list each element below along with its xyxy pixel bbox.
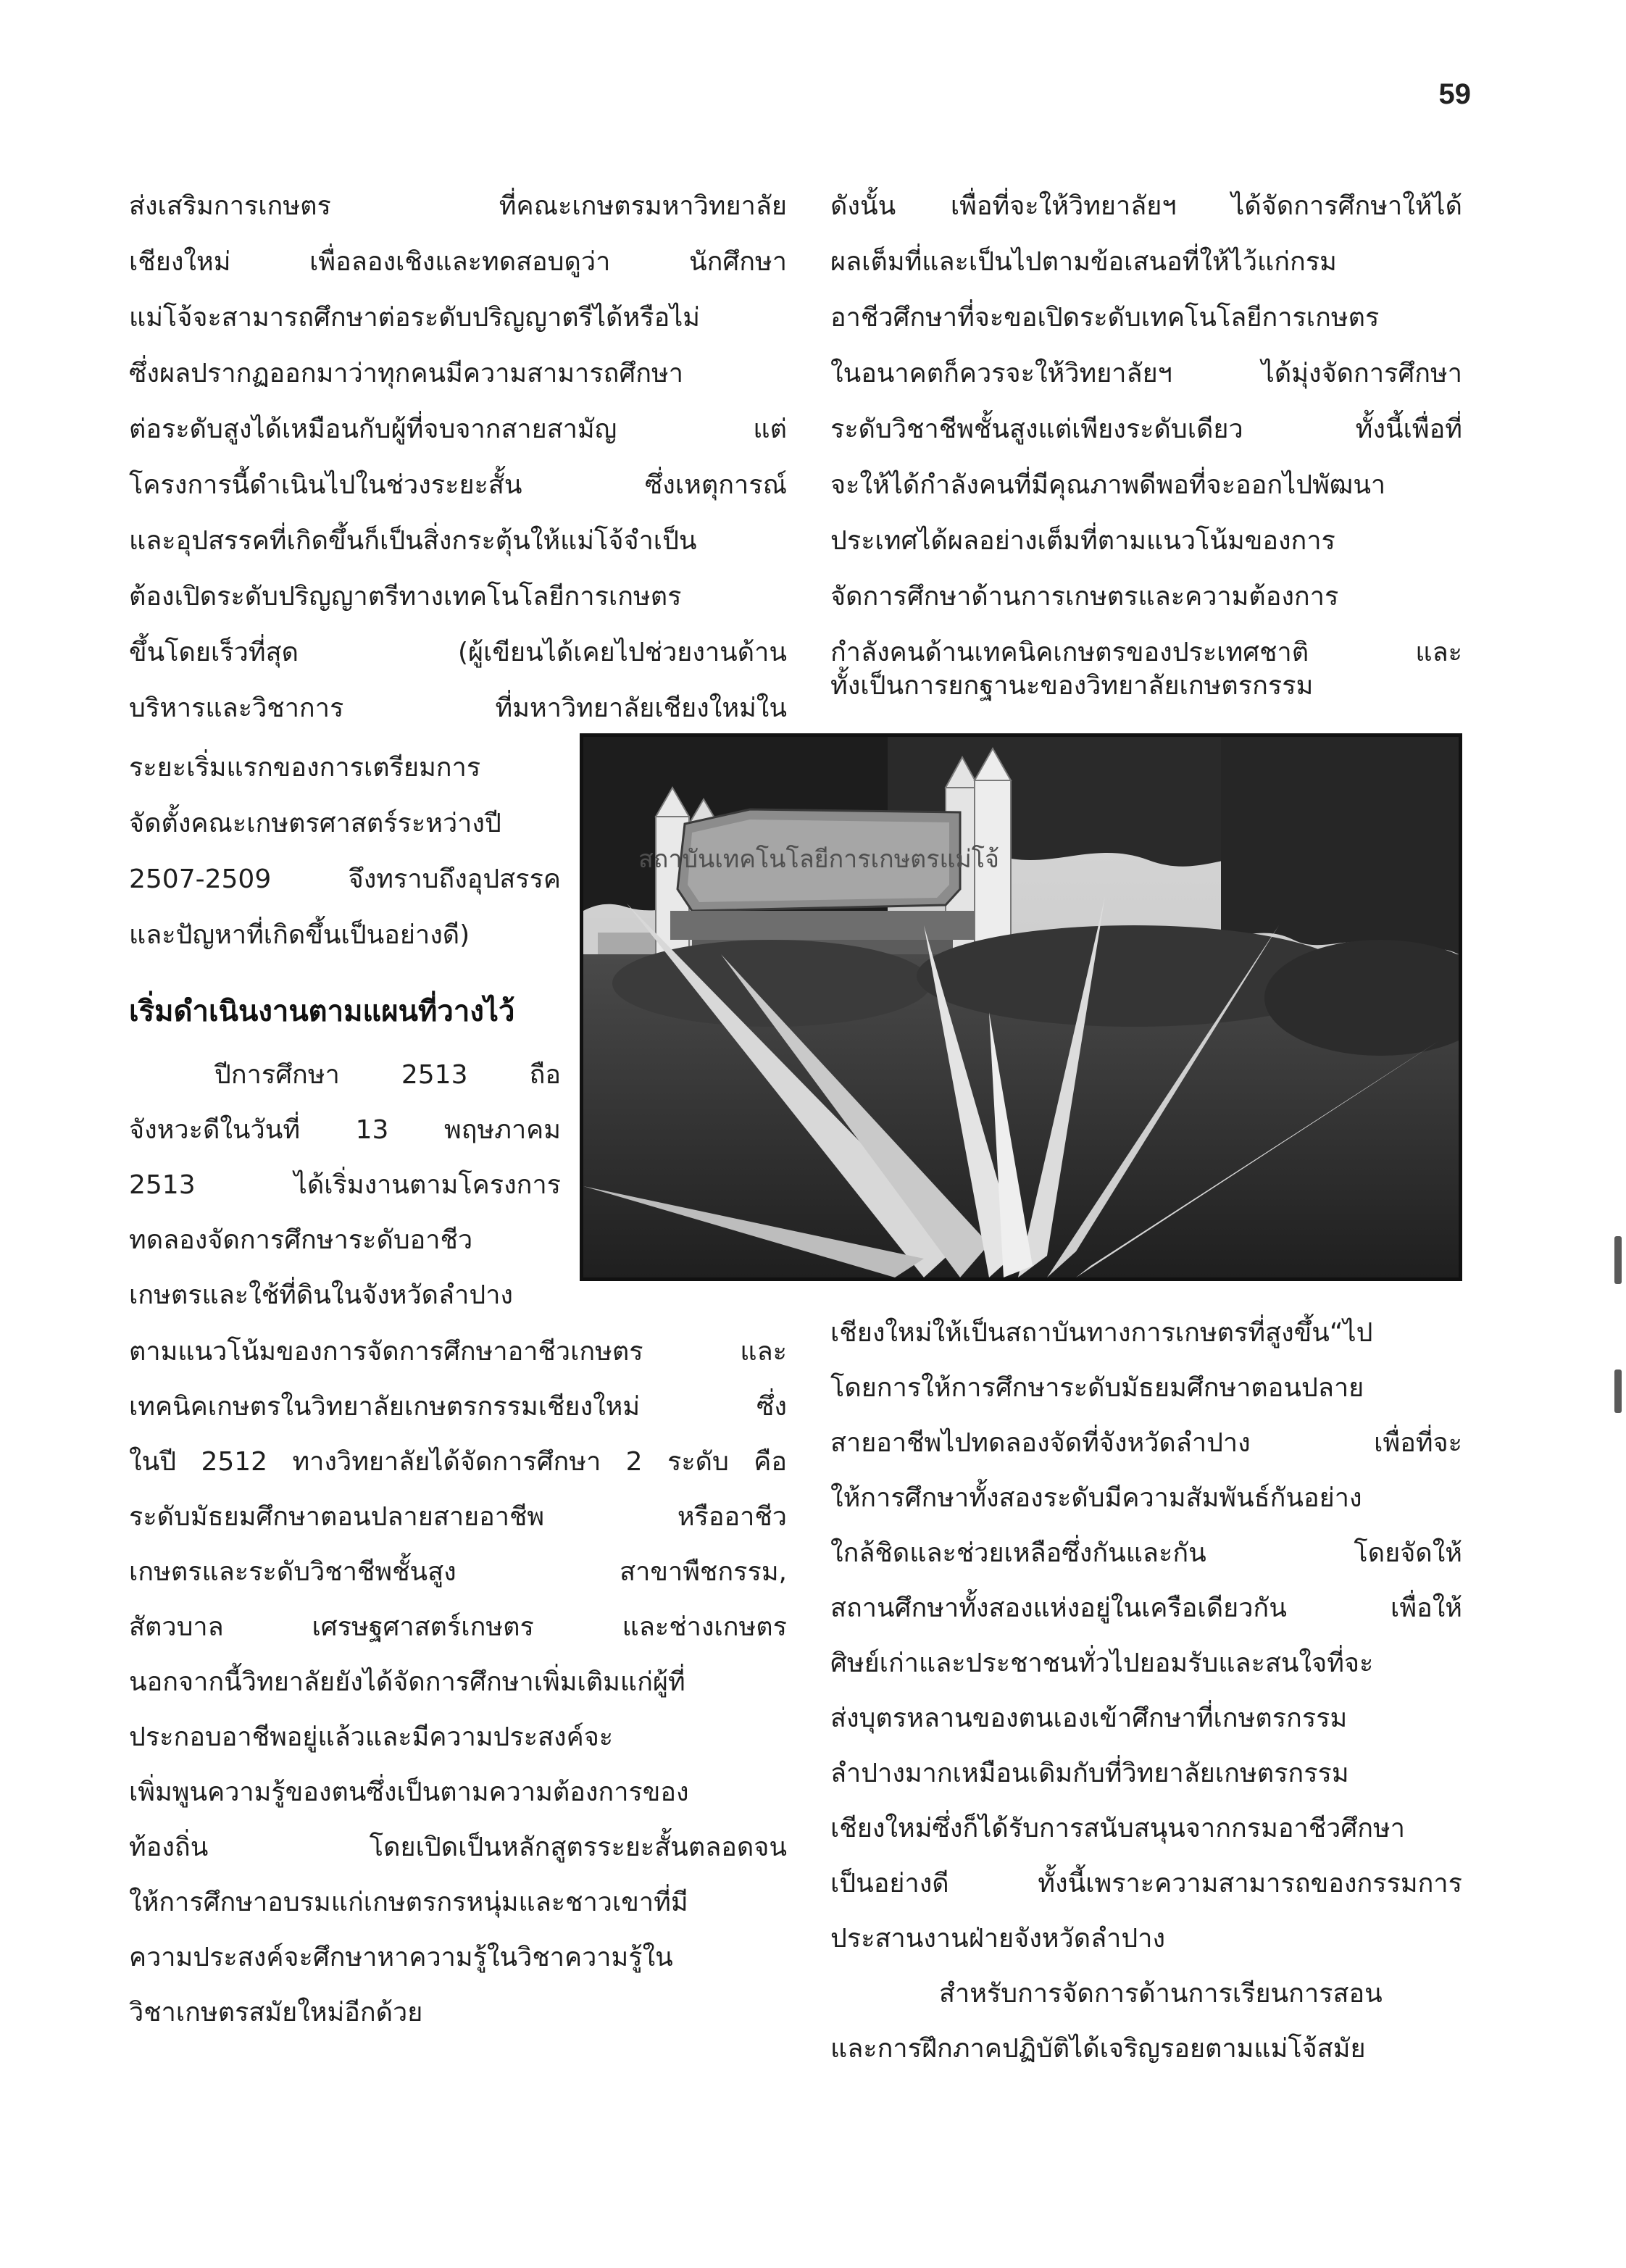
text-line: กำลังคนด้านเทคนิคเกษตรของประเทศชาติ และ	[830, 638, 1462, 667]
text-line: โดยการให้การศึกษาระดับมัธยมศึกษาตอนปลาย	[830, 1373, 1364, 1403]
text-line: สถานศึกษาทั้งสองแห่งอยู่ในเครือเดียวกัน เพื่อให้	[830, 1593, 1462, 1623]
text-line: ทั้งเป็นการยกฐานะของวิทยาลัยเกษตรกรรม	[830, 671, 1314, 701]
text-line: เชียงใหม่ เพื่อลองเชิงและทดสอบดูว่า นักศึกษา	[129, 247, 787, 277]
text-line: วิชาเกษตรสมัยใหม่อีกด้วย	[129, 1998, 423, 2027]
text-line: เชียงใหม่ซึ่งก็ได้รับการสนับสนุนจากกรมอาชีวศึกษา	[830, 1814, 1405, 1843]
text-line: เชียงใหม่ให้เป็นสถาบันทางการเกษตรที่สูงขึ้น“ไป	[830, 1318, 1373, 1348]
text-line: ระดับวิชาชีพชั้นสูงแต่เพียงระดับเดียว ทั้งนี้เพื่อที่	[830, 414, 1462, 444]
scan-edge-mark	[1614, 1369, 1622, 1413]
text-line: อาชีวศึกษาที่จะขอเปิดระดับเทคโนโลยีการเกษตร	[830, 303, 1380, 333]
text-line: และปัญหาที่เกิดขึ้นเป็นอย่างดี)	[129, 920, 470, 950]
text-line: ปีการศึกษา 2513 ถือ	[214, 1060, 561, 1090]
text-line: ตามแนวโน้มของการจัดการศึกษาอาชีวเกษตร และ	[129, 1337, 787, 1367]
text-line: ลำปางมากเหมือนเดิมกับที่วิทยาลัยเกษตรกรรม	[830, 1759, 1349, 1788]
text-line: ให้การศึกษาทั้งสองระดับมีความสัมพันธ์กันอย่าง	[830, 1483, 1362, 1513]
text-line: ส่งบุตรหลานของตนเองเข้าศึกษาที่เกษตรกรรม	[830, 1704, 1348, 1733]
text-line: แม่โจ้จะสามารถศึกษาต่อระดับปริญญาตรีได้หรือไม่	[129, 303, 701, 333]
sign-text: สถาบันเทคโนโลยีการเกษตรแม่โจ้	[638, 845, 999, 874]
text-line: เป็นอย่างดี ทั้งนี้เพราะความสามารถของกรรมการ	[830, 1869, 1462, 1898]
text-line: สำหรับการจัดการด้านการเรียนการสอน	[939, 1979, 1383, 2009]
text-line: เกษตรและใช้ที่ดินในจังหวัดลำปาง	[129, 1280, 513, 1310]
text-line: ความประสงค์จะศึกษาหาความรู้ในวิชาความรู้ใน	[129, 1943, 673, 1972]
text-line: ในปี 2512 ทางวิทยาลัยได้จัดการศึกษา 2 ระดับ คือ	[129, 1447, 787, 1477]
text-line: เกษตรและระดับวิชาชีพชั้นสูง สาขาพืชกรรม,	[129, 1557, 787, 1587]
text-line: และการฝึกภาคปฏิบัติได้เจริญรอยตามแม่โจ้สมัย	[830, 2034, 1366, 2064]
text-line: นอกจากนี้วิทยาลัยยังได้จัดการศึกษาเพิ่มเติมแก่ผู้ที่	[129, 1667, 685, 1697]
text-line: เพิ่มพูนความรู้ของตนซึ่งเป็นตามความต้องการของ	[129, 1777, 689, 1807]
text-line: จัดการศึกษาด้านการเกษตรและความต้องการ	[830, 582, 1339, 612]
text-line: ผลเต็มที่และเป็นไปตามข้อเสนอที่ให้ไว้แก่กรม	[830, 247, 1337, 277]
text-line: ต่อระดับสูงได้เหมือนกับผู้ที่จบจากสายสามัญ แต่	[129, 414, 787, 444]
text-line: ประกอบอาชีพอยู่แล้วและมีความประสงค์จะ	[129, 1722, 614, 1752]
campus-entrance-photo	[580, 733, 1462, 1281]
text-line: ให้การศึกษาอบรมแก่เกษตรกรหนุ่มและชาวเขาที่มี	[129, 1888, 688, 1917]
text-line: ระดับมัธยมศึกษาตอนปลายสายอาชีพ หรืออาชีว	[129, 1502, 787, 1532]
text-line: ขึ้นโดยเร็วที่สุด (ผู้เขียนได้เคยไปช่วยงานด้าน	[129, 638, 787, 667]
text-line: ในอนาคตก็ควรจะให้วิทยาลัยฯ ได้มุ่งจัดการศึกษา	[830, 359, 1462, 388]
text-line: 2507-2509 จึงทราบถึงอุปสรรค	[129, 864, 561, 894]
scan-edge-mark	[1614, 1236, 1622, 1284]
text-line: จะให้ได้กำลังคนที่มีคุณภาพดีพอที่จะออกไปพัฒนา	[830, 470, 1386, 500]
text-line: ศิษย์เก่าและประชาชนทั่วไปยอมรับและสนใจที่จะ	[830, 1648, 1374, 1678]
text-line: ประเทศได้ผลอย่างเต็มที่ตามแนวโน้มของการ	[830, 526, 1335, 556]
text-line: 2513 ได้เริ่มงานตามโครงการ	[129, 1170, 561, 1200]
text-line: และอุปสรรคที่เกิดขึ้นก็เป็นสิ่งกระตุ้นให้แม่โจ้จำเป็น	[129, 526, 697, 556]
section-heading: เริ่มดำเนินงานตามแผนที่วางไว้	[129, 995, 515, 1028]
text-line: บริหารและวิชาการ ที่มหาวิทยาลัยเชียงใหม่ใน	[129, 693, 787, 723]
text-line: ส่งเสริมการเกษตร ที่คณะเกษตรมหาวิทยาลัย	[129, 191, 787, 221]
text-line: ทดลองจัดการศึกษาระดับอาชีว	[129, 1225, 473, 1255]
text-line: ระยะเริ่มแรกของการเตรียมการ	[129, 753, 481, 783]
text-line: ต้องเปิดระดับปริญญาตรีทางเทคโนโลยีการเกษตร	[129, 582, 682, 612]
text-line: ประสานงานฝ่ายจังหวัดลำปาง	[830, 1924, 1166, 1954]
text-line: ซึ่งผลปรากฏออกมาว่าทุกคนมีความสามารถศึกษา	[129, 359, 683, 388]
text-line: จัดตั้งคณะเกษตรศาสตร์ระหว่างปี	[129, 809, 501, 838]
text-line: ดังนั้น เพื่อที่จะให้วิทยาลัยฯ ได้จัดการศึกษาให้ได้	[830, 191, 1462, 221]
text-line: สายอาชีพไปทดลองจัดที่จังหวัดลำปาง เพื่อที่จะ	[830, 1428, 1462, 1458]
text-line: จังหวะดีในวันที่ 13 พฤษภาคม	[129, 1115, 561, 1145]
text-line: ใกล้ชิดและช่วยเหลือซึ่งกันและกัน โดยจัดให้	[830, 1538, 1462, 1568]
text-line: เทคนิคเกษตรในวิทยาลัยเกษตรกรรมเชียงใหม่ ซึ่ง	[129, 1392, 787, 1422]
text-line: ท้องถิ่น โดยเปิดเป็นหลักสูตรระยะสั้นตลอดจน	[129, 1833, 787, 1862]
text-line: สัตวบาล เศรษฐศาสตร์เกษตร และช่างเกษตร	[129, 1612, 787, 1642]
text-line: โครงการนี้ดำเนินไปในช่วงระยะสั้น ซึ่งเหตุการณ์	[129, 470, 787, 500]
campus-entrance-sign-photo	[583, 737, 1459, 1277]
page-number: 59	[1438, 78, 1471, 110]
